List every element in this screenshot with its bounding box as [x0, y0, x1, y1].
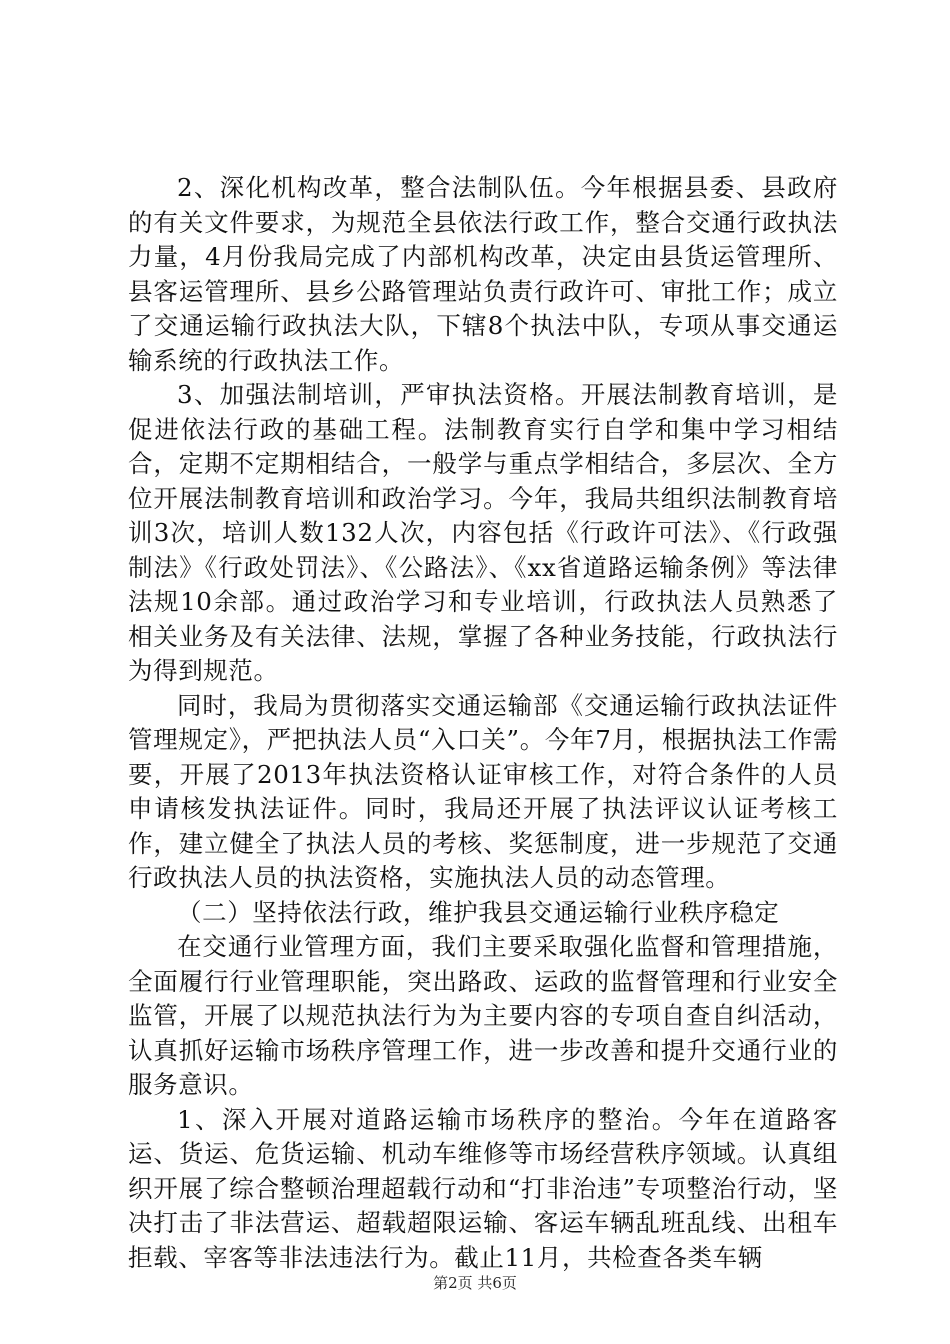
page-footer: 第2页 共6页 [433, 1274, 517, 1292]
paragraph-market-order: 1、深入开展对道路运输市场秩序的整治。今年在道路客运、货运、危货运输、机动车维修等市场经营秩序领域。认真组织开展了综合整顿治理超载行动和“打非治违”专项整治行动，坚决打击了非法营运、超载超限运输、客运车辆乱班乱线、出租车拒载、宰客等非法违法行为。截止11月，共检查各类车辆 [128, 1104, 838, 1272]
paragraph-institution-reform: 2、深化机构改革，整合法制队伍。今年根据县委、县政府的有关文件要求，为规范全县依法行政工作，整合交通行政执法力量，4月份我局完成了内部机构改革，决定由县货运管理所、县客运管理所、县乡公路管理站负责行政许可、审批工作；成立了交通运输行政执法大队，下辖8个执法中队，专项从事交通运输系统的行政执法工作。 [128, 173, 838, 375]
paragraph-certificate-management: 同时，我局为贯彻落实交通运输部《交通运输行政执法证件管理规定》，严把执法人员“入口关”。今年7月，根据执法工作需要，开展了2013年执法资格认证审核工作，对符合条件的人员申请核发执法证件。同时，我局还开展了执法评议认证考核工作，建立健全了执法人员的考核、奖惩制度，进一步规范了交通行政执法人员的执法资格，实施执法人员的动态管理。 [128, 690, 838, 892]
section-heading: （二）坚持依法行政，维护我县交通运输行业秩序稳定 [177, 897, 780, 927]
paragraph-industry-management: 在交通行业管理方面，我们主要采取强化监督和管理措施，全面履行行业管理职能，突出路政、运政的监督管理和行业安全监管，开展了以规范执法行为为主要内容的专项自查自纠活动，认真抓好运输市场秩序管理工作，进一步改善和提升交通行业的服务意识。 [128, 932, 838, 1099]
paragraph-legal-training: 3、加强法制培训，严审执法资格。开展法制教育培训，是促进依法行政的基础工程。法制教育实行自学和集中学习相结合，定期不定期相结合，一般学与重点学相结合，多层次、全方位开展法制教育培训和政治学习。今年，我局共组织法制教育培训3次，培训人数132人次，内容包括《行政许可法》、《行政强制法》《行政处罚法》、《公路法》、《xx省道路运输条例》等法律法规10余部。通过政治学习和专业培训，行政执法人员熟悉了相关业务及有关法律、法规，掌握了各种业务技能，行政执法行为得到规范。 [128, 380, 838, 685]
document-body [128, 171, 838, 1275]
